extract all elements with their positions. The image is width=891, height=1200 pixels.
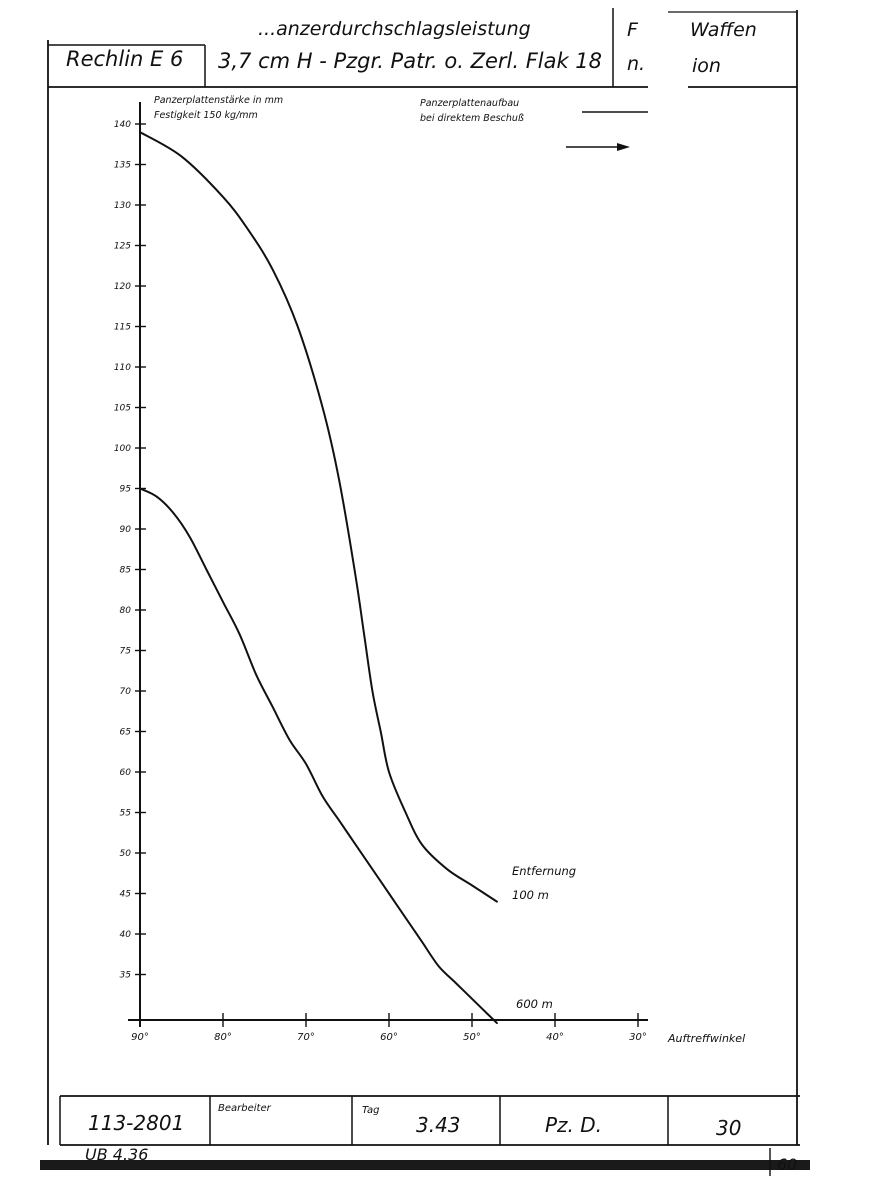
tag-label: Tag: [362, 1105, 380, 1116]
y-axis-subtitle: Festigkeit 150 kg/mm: [154, 110, 258, 121]
title-upper-line: ...anzerdurchschlagsleistung: [258, 18, 531, 40]
y-tick-label: 55: [119, 808, 131, 819]
y-tick-label: 50: [119, 849, 131, 859]
stamp-text: UB 4.36: [85, 1145, 149, 1164]
series-labels: [512, 888, 553, 1011]
y-axis-title: Panzerplattenstärke in mm: [154, 95, 284, 106]
bearbeiter-label: Bearbeiter: [218, 1103, 271, 1114]
y-tick-label: 130: [113, 201, 131, 211]
y-tick-label: 110: [113, 363, 131, 373]
penetration-chart: [114, 95, 745, 1045]
document-title: 3,7 cm H - Pzgr. Patr. o. Zerl. Flak 18: [218, 49, 603, 73]
y-tick-label: 90: [119, 525, 131, 535]
right-word-top: Waffen: [690, 19, 757, 41]
bottom-strip: [40, 1145, 810, 1176]
y-tick-label: 135: [113, 160, 131, 171]
series-line-100m: [140, 132, 497, 902]
x-tick-label: 80°: [214, 1032, 232, 1043]
right-word-bottom: ion: [692, 55, 721, 77]
y-tick-label: 60: [119, 768, 131, 778]
curve-group-label: Entfernung: [512, 864, 577, 878]
y-tick-label: 45: [119, 889, 131, 900]
legend-title: Panzerplattenaufbau: [420, 98, 520, 109]
x-tick-label: 30°: [629, 1032, 647, 1043]
curves: [140, 132, 497, 1023]
page-number: 60: [777, 1155, 798, 1174]
series-label: 600 m: [516, 997, 553, 1011]
x-axis-title: Auftreffwinkel: [668, 1032, 746, 1045]
series-line-600m: [140, 489, 497, 1024]
x-tick-label: 90°: [131, 1032, 149, 1043]
y-tick-label: 85: [119, 565, 131, 576]
drawing-number: 113-2801: [88, 1111, 185, 1135]
paper-tear: [648, 40, 688, 135]
x-ticks: [131, 1013, 647, 1043]
legend-arrow: [566, 143, 630, 151]
x-tick-label: 60°: [380, 1032, 398, 1043]
sheet-number: 30: [716, 1116, 742, 1140]
y-tick-label: 65: [119, 727, 131, 738]
x-tick-label: 70°: [297, 1032, 315, 1043]
y-tick-label: 95: [119, 484, 131, 495]
right-fragment-bottom: n.: [627, 53, 646, 75]
location-label: Rechlin E 6: [66, 47, 184, 71]
y-tick-label: 75: [119, 646, 131, 657]
y-tick-label: 80: [119, 606, 131, 616]
x-tick-label: 40°: [546, 1032, 564, 1043]
y-tick-label: 40: [119, 930, 131, 940]
y-tick-label: 35: [119, 970, 131, 981]
y-tick-label: 100: [113, 444, 131, 454]
y-tick-label: 120: [113, 282, 131, 292]
title-block-footer: [60, 1096, 741, 1145]
page-frame: [48, 10, 800, 1145]
right-fragment-top: F: [627, 19, 638, 41]
date-value: 3.43: [416, 1113, 461, 1137]
y-tick-label: 105: [113, 403, 131, 414]
legend-subtitle: bei direktem Beschuß: [420, 113, 524, 124]
series-label: 100 m: [512, 888, 549, 902]
y-tick-label: 125: [113, 241, 131, 252]
y-tick-label: 115: [113, 322, 131, 333]
x-tick-label: 50°: [463, 1032, 481, 1043]
department-value: Pz. D.: [545, 1113, 603, 1137]
y-tick-label: 140: [113, 120, 131, 130]
y-ticks: [114, 120, 146, 981]
y-tick-label: 70: [119, 687, 131, 697]
